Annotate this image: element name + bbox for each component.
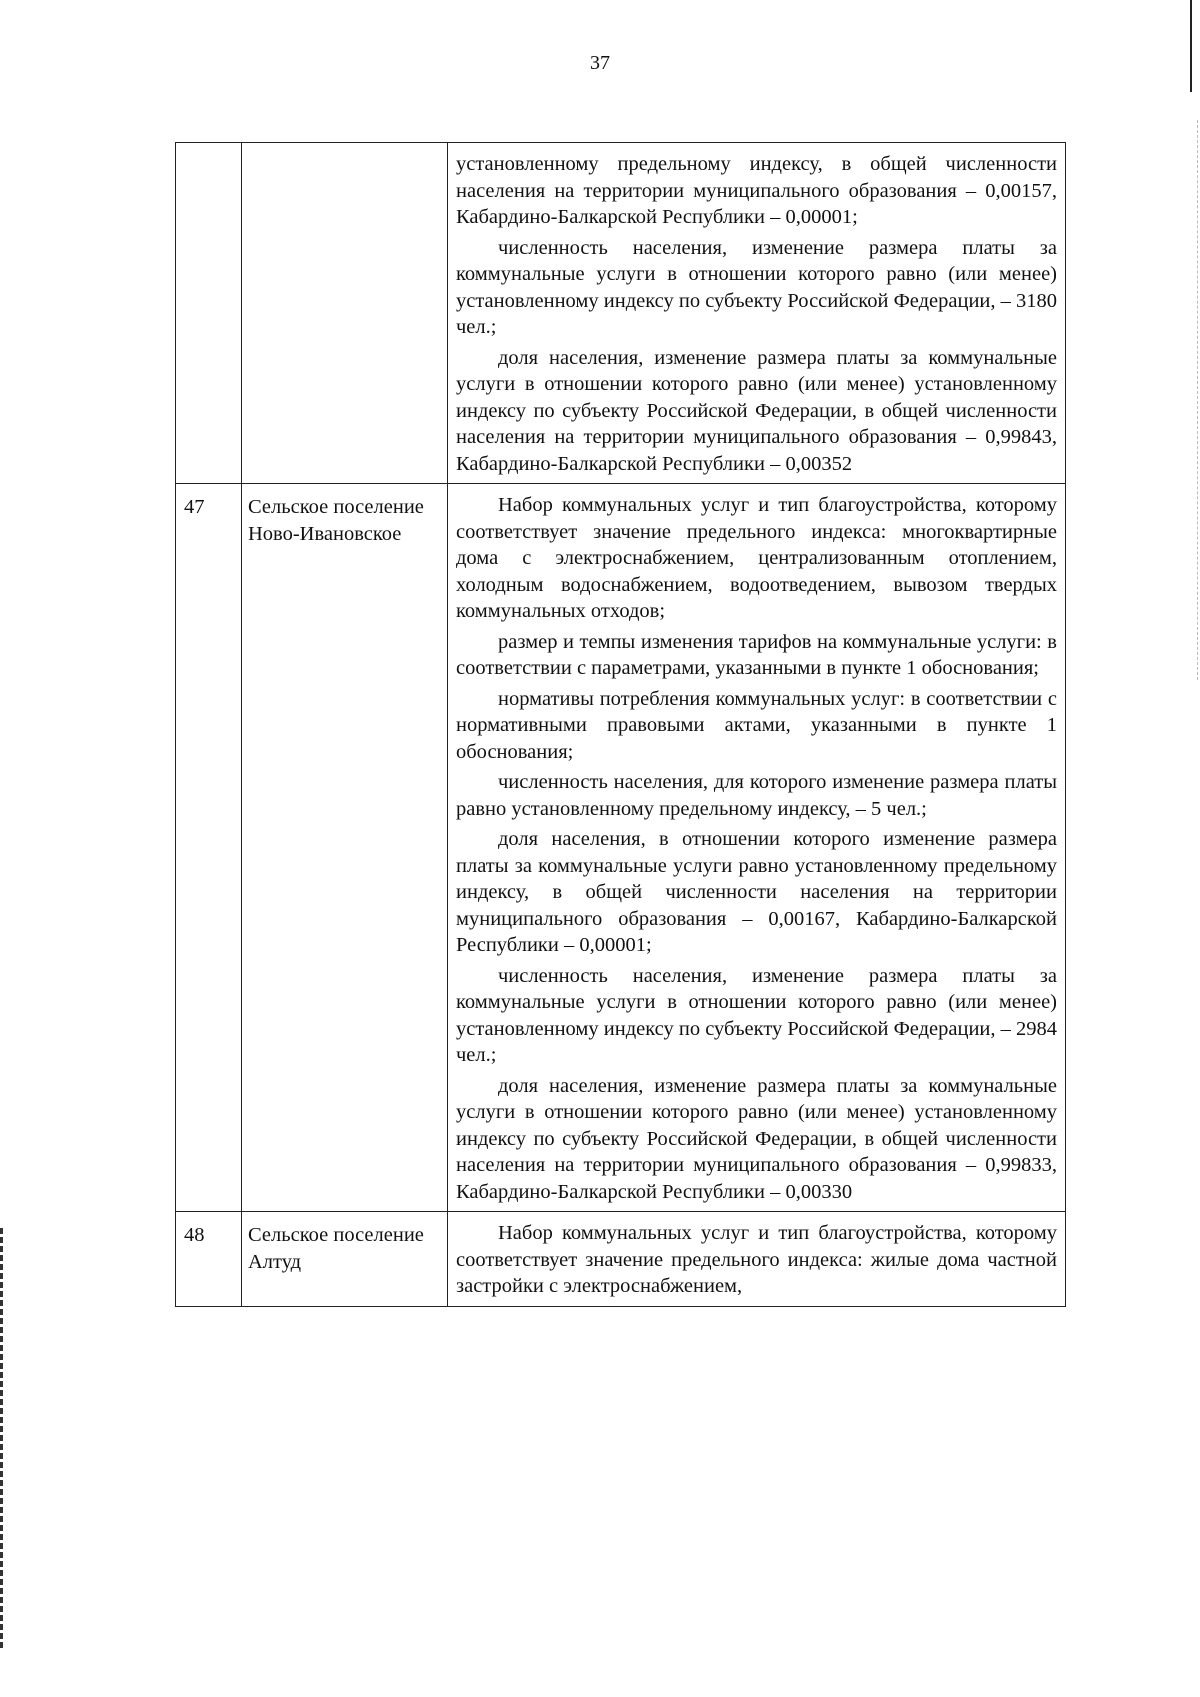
settlement-name-cell: Сельское поселение Ново-Ивановское xyxy=(242,484,448,1212)
document-table xyxy=(175,142,1066,1307)
description-cell xyxy=(448,1212,1066,1307)
settlement-name-cell: Сельское поселение Алтуд xyxy=(242,1212,448,1307)
description-cell xyxy=(448,143,1066,484)
row-number-cell: 48 xyxy=(176,1212,242,1307)
scan-edge-mark xyxy=(0,1228,6,1648)
settlement-name-cell xyxy=(242,143,448,484)
scan-edge-mark xyxy=(1196,120,1198,680)
description-paragraph: Набор коммунальных услуг и тип благоустройства, которому соответствует значение предельного индекса: многоквартирные дома с электроснабжением, централизованным отоплением, холодным водоснабжением, водоотведением, вывозом твердых коммунальных отходов; xyxy=(456,494,1057,622)
description-paragraph: размер и темпы изменения тарифов на коммунальные услуги: в соответствии с параметрами, указанными в пункте 1 обоснования; xyxy=(456,630,1057,679)
scan-edge-mark xyxy=(1190,0,1192,92)
description-cell xyxy=(448,484,1066,1212)
description-paragraph: доля населения, изменение размера платы за коммунальные услуги в отношении которого равно (или менее) установленному индексу по субъекту Российской Федерации, в общей численности населения на территории муниципального образования – 0,99833, Кабардино-Балкарской Республики – 0,00330 xyxy=(456,1074,1057,1203)
description-paragraph: численность населения, для которого изменение размера платы равно установленному предельному индексу, – 5 чел.; xyxy=(456,771,1057,820)
table-row xyxy=(176,484,1066,1212)
row-number-cell: 47 xyxy=(176,484,242,1212)
description-paragraph: доля населения, в отношении которого изменение размера платы за коммунальные услуги равно установленному предельному индексу, в общей численности населения на территории муниципального образования – 0,00167, Кабардино-Балкарской Республики – 0,00001; xyxy=(456,828,1057,956)
description-paragraph: Набор коммунальных услуг и тип благоустройства, которому соответствует значение предельного индекса: жилые дома частной застройки с электроснабжением, xyxy=(456,1222,1057,1297)
description-paragraph: установленному предельному индексу, в общей численности населения на территории муниципального образования – 0,00157, Кабардино-Балкарской Республики – 0,00001; xyxy=(456,153,1057,228)
description-paragraph: численность населения, изменение размера платы за коммунальные услуги в отношении которого равно (или менее) установленному индексу по субъекту Российской Федерации, – 2984 чел.; xyxy=(456,964,1058,1066)
description-paragraph: численность населения, изменение размера платы за коммунальные услуги в отношении которого равно (или менее) установленному индексу по субъекту Российской Федерации, – 3180 чел.; xyxy=(456,236,1058,338)
row-number-cell xyxy=(176,143,242,484)
table-body xyxy=(176,143,1066,1307)
table-row xyxy=(176,1212,1066,1307)
page-number: 37 xyxy=(590,52,610,74)
table-row xyxy=(176,143,1066,484)
description-paragraph: нормативы потребления коммунальных услуг: в соответствии с нормативными правовыми актами, указанными в пункте 1 обоснования; xyxy=(456,687,1057,763)
description-paragraph: доля населения, изменение размера платы за коммунальные услуги в отношении которого равно (или менее) установленному индексу по субъекту Российской Федерации, в общей численности населения на территории муниципального образования – 0,99843, Кабардино-Балкарской Республики – 0,00352 xyxy=(456,346,1057,475)
